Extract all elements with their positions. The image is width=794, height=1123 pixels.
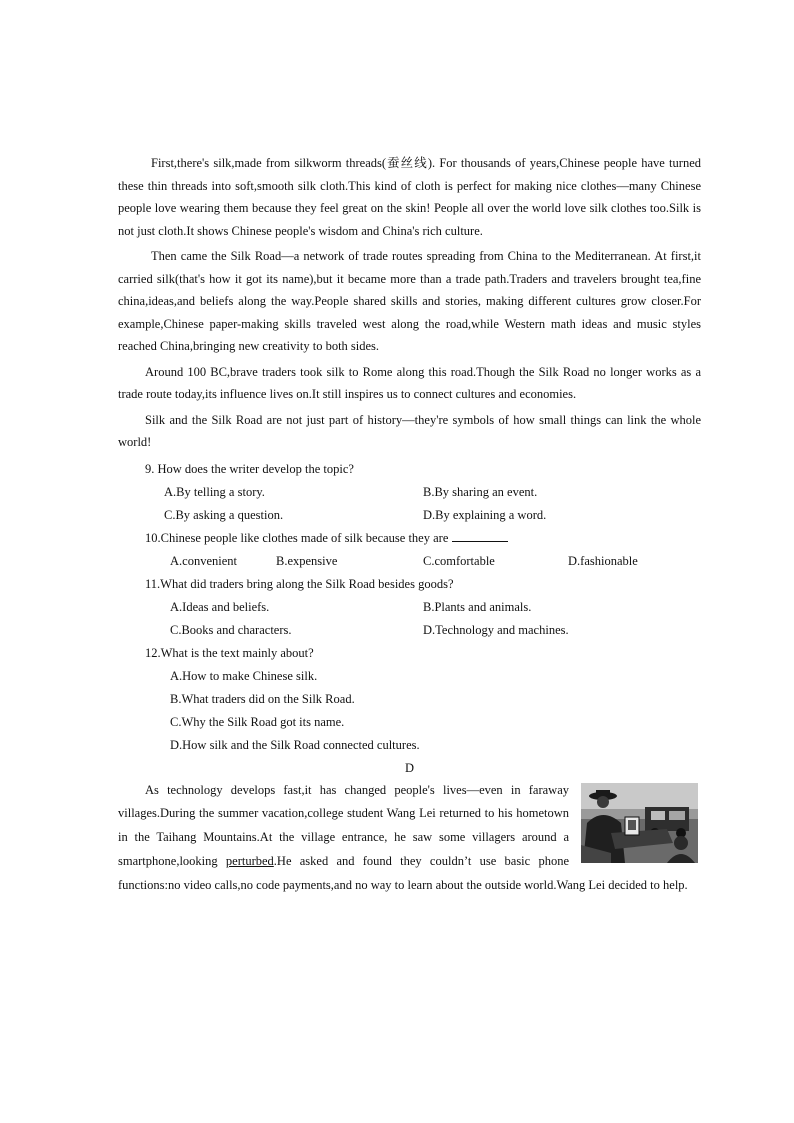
option-row: [118, 481, 701, 504]
option-a[interactable]: A.convenient: [170, 553, 237, 568]
option-b[interactable]: B.What traders did on the Silk Road.: [170, 691, 355, 706]
section-heading-d: D: [404, 760, 415, 775]
option-d[interactable]: D.fashionable: [568, 553, 638, 568]
question-10: [118, 527, 701, 550]
option-c[interactable]: C.Books and characters.: [170, 622, 292, 637]
paragraph-conclusion: Silk and the Silk Road are not just part of history—they're symbols of how small things can link the whole world!: [118, 412, 701, 449]
option-row: [118, 688, 701, 711]
option-row: [118, 665, 701, 688]
answer-blank[interactable]: [452, 529, 508, 542]
question-12: [118, 642, 701, 665]
option-b[interactable]: B.Plants and animals.: [423, 599, 532, 614]
paragraph-rome: Around 100 BC,brave traders took silk to Rome along this road.Though the Silk Road no longer works as a trade route today,its influence lives on.It still inspires us to connect cultures and economies.: [118, 364, 701, 401]
option-row: [118, 504, 701, 527]
passage-d: [118, 779, 701, 898]
question-stem: 10.Chinese people like clothes made of silk because they are: [145, 527, 508, 550]
option-d[interactable]: D.How silk and the Silk Road connected cultures.: [170, 737, 420, 752]
vocabulary-word: perturbed: [225, 853, 274, 868]
option-row: [118, 619, 701, 642]
option-b[interactable]: B.expensive: [276, 553, 338, 568]
option-row: [118, 596, 701, 619]
option-d[interactable]: D.Technology and machines.: [423, 622, 569, 637]
paragraph-technology: As technology develops fast,it has changed people's lives—even in faraway villages.During the summer vacation,college student Wang Lei returned to his hometown in the Taihang Mountains.At the village entrance, he saw some villagers around a smartphone,looking perturbed.He asked and found they couldn’t use basic phone functions:no video calls,no code payments,and no way to learn about the outside world.Wang Lei decided to help.: [118, 779, 701, 898]
exam-page: [118, 152, 701, 897]
question-9: [118, 458, 701, 481]
question-stem: 9. How does the writer develop the topic?: [145, 461, 354, 476]
question-11: [118, 573, 701, 596]
villagers-smartphone-photo-icon: [581, 783, 698, 863]
option-c[interactable]: C.comfortable: [423, 553, 495, 568]
option-c[interactable]: C.By asking a question.: [164, 507, 284, 522]
option-b[interactable]: B.By sharing an event.: [423, 484, 538, 499]
question-stem: 12.What is the text mainly about?: [145, 645, 314, 660]
option-d[interactable]: D.By explaining a word.: [423, 507, 547, 522]
paragraph-silk-road: Then came the Silk Road—a network of trade routes spreading from China to the Mediterranean. At first,it carried silk(that's how it got its name),but it became more than a trade path.Traders and travelers brought tea,fine china,ideas,and beliefs along the way.People shared skills and stories, making different cultures grow closer.For example,Chinese paper-making skills traveled west along the road,while Western math ideas and music styles reached China,bringing new creativity to both sides.: [118, 249, 701, 353]
paragraph-silk: First,there's silk,made from silkworm threads(蚕丝线). For thousands of years,Chinese people have turned these thin threads into soft,smooth silk cloth.This kind of cloth is perfect for making nice clothes—many Chinese people love wearing them because they feel great on the skin! People all over the world love silk clothes too.Silk is not just cloth.It shows Chinese people's wisdom and China's rich culture.: [118, 156, 701, 238]
question-stem: 11.What did traders bring along the Silk Road besides goods?: [145, 576, 454, 591]
option-a[interactable]: A.By telling a story.: [164, 484, 265, 499]
option-row: [118, 734, 701, 757]
option-row: [118, 711, 701, 734]
option-a[interactable]: A.Ideas and beliefs.: [170, 599, 270, 614]
option-c[interactable]: C.Why the Silk Road got its name.: [170, 714, 345, 729]
option-row: [118, 550, 701, 573]
option-a[interactable]: A.How to make Chinese silk.: [170, 668, 318, 683]
